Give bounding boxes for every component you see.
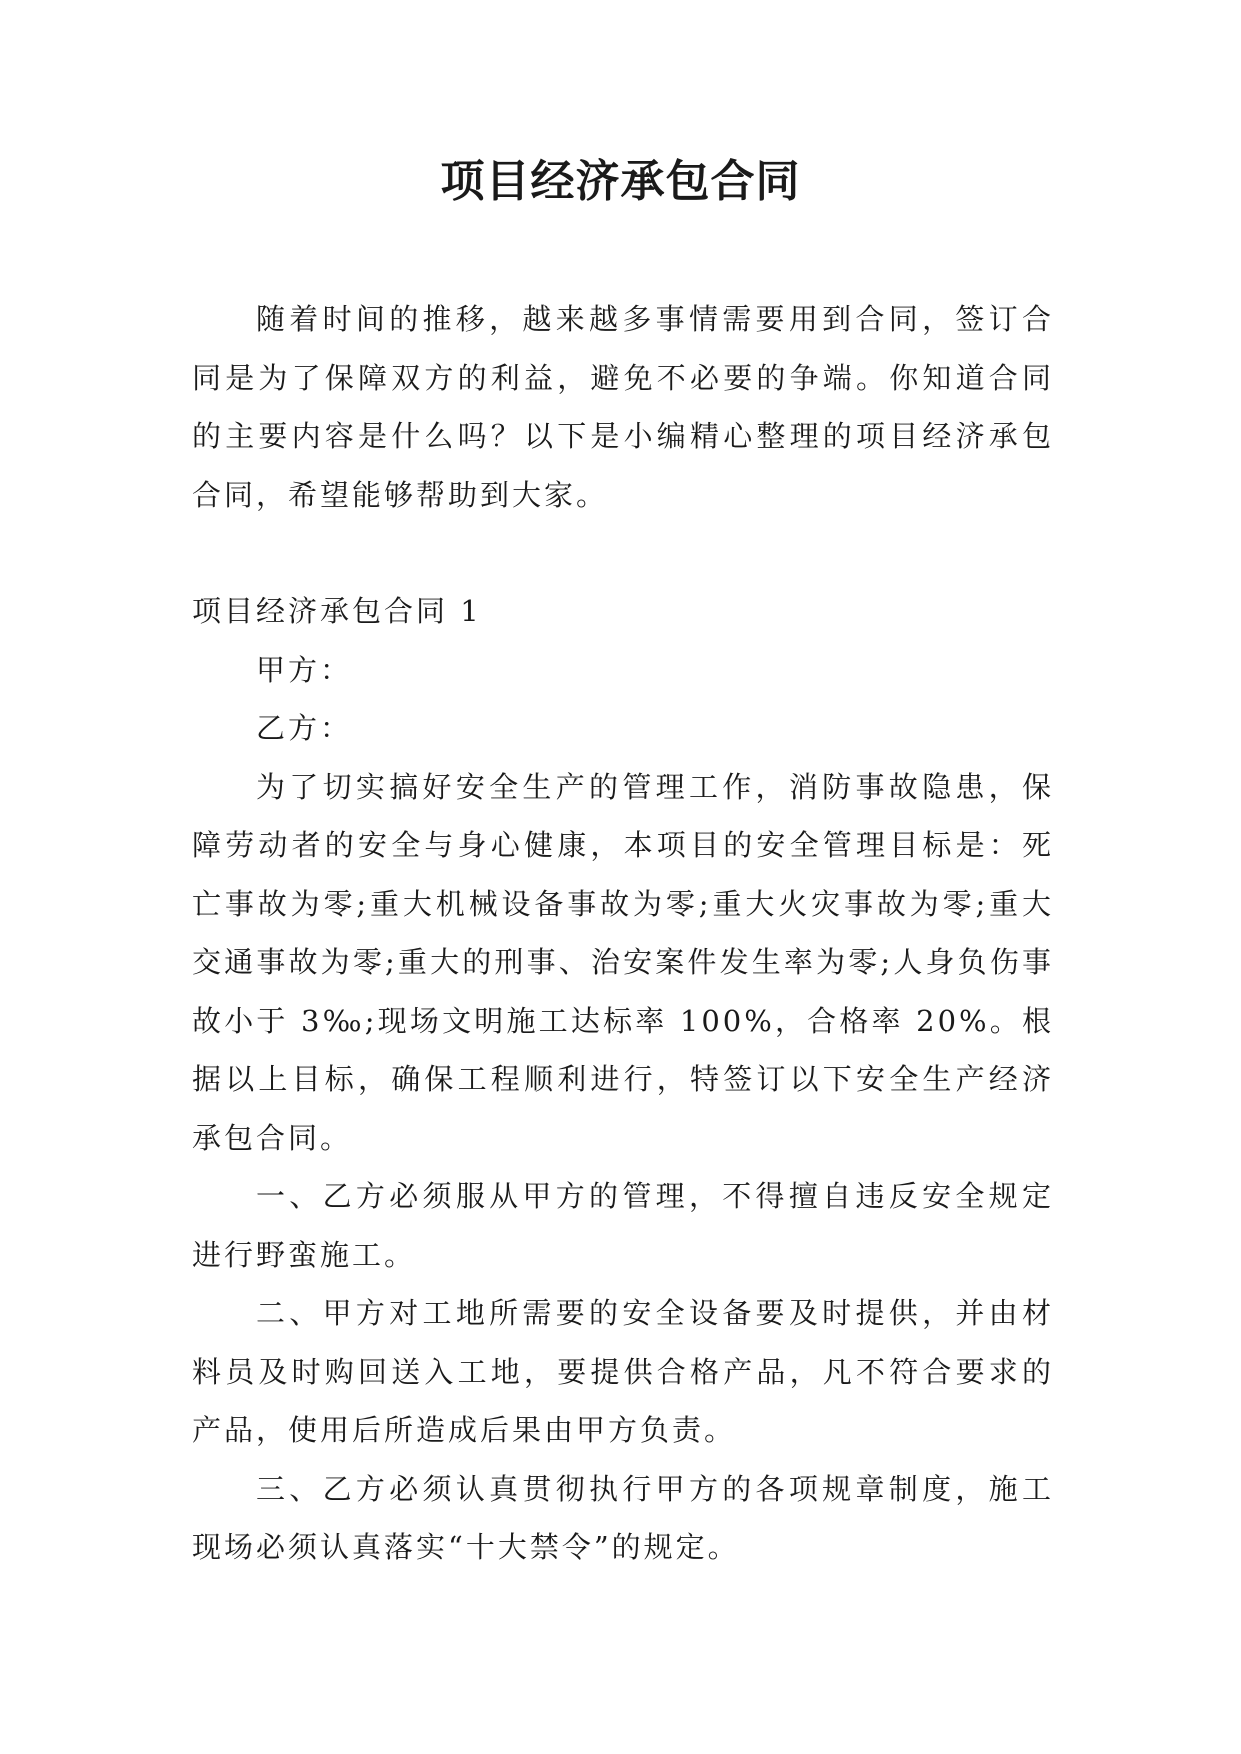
party-a-line: 甲方： — [256, 652, 353, 687]
intro-paragraph: 随着时间的推移，越来越多事情需要用到合同，签订合同是为了保障双方的利益，避免不必要的争端。你知道合同的主要内容是什么吗？以下是小编精心整理的项目经济承包合同，希望能够帮助到大家。 — [192, 302, 1054, 512]
document-title: 项目经济承包合同 — [440, 156, 801, 207]
party-b-line: 乙方： — [256, 711, 353, 745]
document-body — [192, 290, 1054, 1577]
clause-1: 一、乙方必须服从甲方的管理，不得擅自违反安全规定进行野蛮施工。 — [192, 1179, 1054, 1272]
clause-3: 三、乙方必须认真贯彻执行甲方的各项规章制度，施工现场必须认真落实“十大禁令”的规定。 — [192, 1471, 1054, 1564]
paragraph-safety-goals: 为了切实搞好安全生产的管理工作，消防事故隐患，保障劳动者的安全与身心健康，本项目的安全管理目标是：死亡事故为零;重大机械设备事故为零;重大火灾事故为零;重大交通事故为零;重大的刑事、治安案件发生率为零;人身负伤事故小于 3‰;现场文明施工达标率 100%，合格率 20%。根据以上目标，确保工程顺利进行，特签订以下安全生产经济承包合同。 — [192, 769, 1054, 1155]
section-heading: 项目经济承包合同 1 — [192, 594, 482, 628]
clause-2: 二、甲方对工地所需要的安全设备要及时提供，并由材料员及时购回送入工地，要提供合格产品，凡不符合要求的产品，使用后所造成后果由甲方负责。 — [192, 1296, 1054, 1447]
